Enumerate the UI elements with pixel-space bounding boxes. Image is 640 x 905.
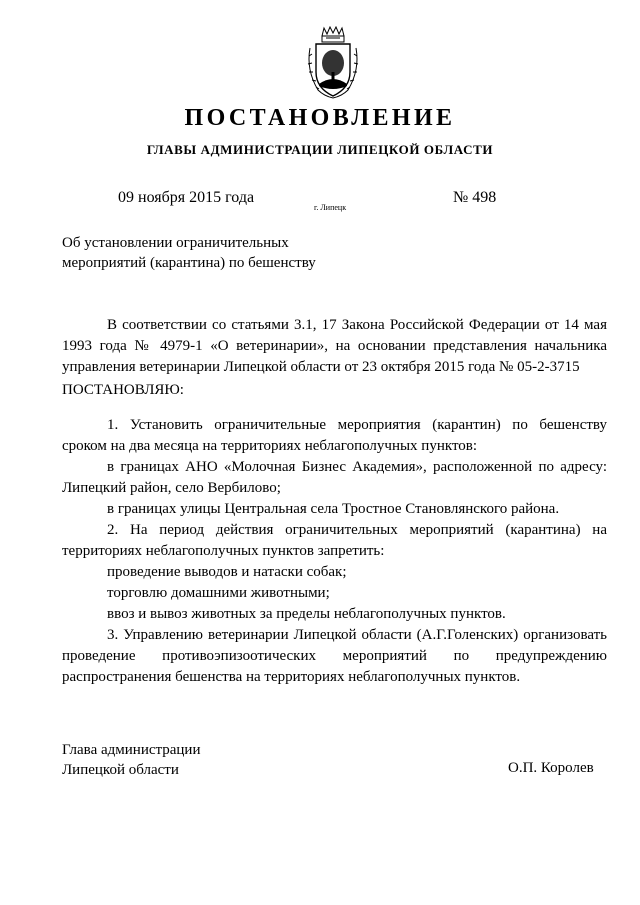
subject-line: Об установлении ограничительных [62,235,289,251]
subject-line: мероприятий (карантина) по бешенству [62,255,316,271]
document-date: 09 ноября 2015 года [118,189,255,206]
clause-2: 2. На период действия ограничительных мероприятий (карантина) на территориях неблагополучных пунктов запретить: [62,522,607,559]
signatory-position-line: Глава администрации [62,742,201,758]
clause-2-subitem: торговлю домашними животными; [107,585,330,601]
clause-2-subitem: проведение выводов и натаски собак; [107,564,347,580]
lipetsk-coat-of-arms-icon [304,26,362,100]
resolve-heading: ПОСТАНОВЛЯЮ: [62,382,184,398]
document-issuer: ГЛАВЫ АДМИНИСТРАЦИИ ЛИПЕЦКОЙ ОБЛАСТИ [146,142,494,157]
clause-1: 1. Установить ограничительные мероприятия (карантин) по бешенству сроком на два месяца на территориях неблагополучных пунктов: [62,417,607,454]
document-number: № 498 [453,189,497,206]
document-city: г. Липецк [314,203,347,212]
clause-2-subitem: ввоз и вывоз животных за пределы неблагополучных пунктов. [107,606,506,622]
signatory-position [62,740,200,780]
clause-1-subitem: в границах АНО «Молочная Бизнес Академия», расположенной по адресу: Липецкий район, село Вербилово; [62,459,607,496]
document-title: ПОСТАНОВЛЕНИЕ [184,105,456,131]
clause-3: 3. Управлению ветеринарии Липецкой области (А.Г.Голенских) организовать проведение противоэпизоотических мероприятий по предупреждению распространения бешенства на территориях неблагополучных пунктов. [62,627,607,685]
signatory-position-line: Липецкой области [62,762,179,778]
document-subject [62,233,342,273]
clause-1-subitem: в границах улицы Центральная села Тростное Становлянского района. [107,501,560,517]
signatory-name: О.П. Королев [508,760,594,776]
preamble-paragraph: В соответствии со статьями 3.1, 17 Закона Российской Федерации от 14 мая 1993 года № 4979-1 «О ветеринарии», на основании представления начальника управления ветеринарии Липецкой области от 23 октября 2015 года № 05-2-3715 [62,317,607,375]
